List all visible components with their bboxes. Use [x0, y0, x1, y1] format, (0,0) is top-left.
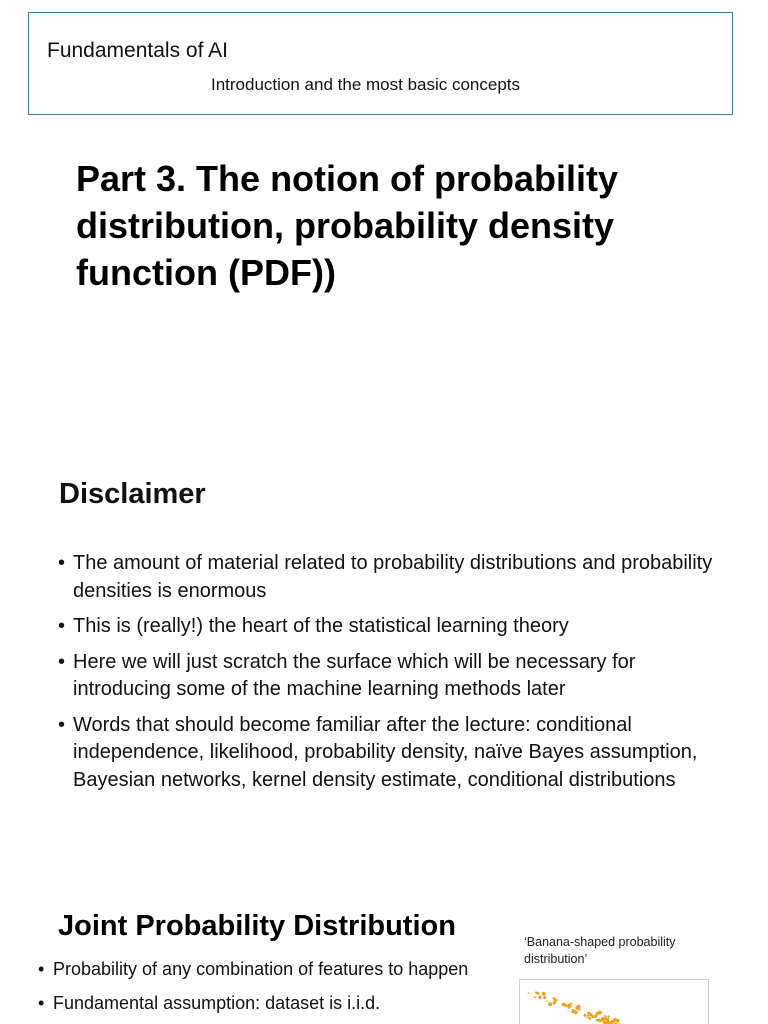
disclaimer-bullet [58, 712, 718, 795]
scatter-point [534, 996, 536, 998]
scatter-point [553, 1001, 556, 1004]
scatter-point [587, 1016, 589, 1018]
scatter-point [543, 996, 546, 999]
bullet-marker: • [58, 615, 66, 637]
scatter-point [588, 1017, 591, 1020]
scatter-point [562, 1003, 566, 1007]
disclaimer-bullet [58, 649, 718, 704]
scatter-point [536, 992, 539, 995]
part-heading-bold: probability distribution, probability density function (PDF)) [76, 158, 619, 293]
figure-caption: ‘Banana-shaped probability distribution’ [524, 935, 676, 966]
scatter-point [546, 1000, 548, 1002]
bullet-marker: • [38, 993, 45, 1013]
scatter-point [596, 1012, 598, 1014]
scatter-point [589, 1013, 592, 1016]
banana-scatter-plot [519, 979, 709, 1024]
scatter-point [584, 1014, 587, 1017]
disclaimer-bullet [58, 613, 718, 641]
scatter-point [599, 1019, 602, 1022]
scatter-point [611, 1020, 615, 1024]
scatter-point [604, 1019, 606, 1021]
disclaimer-heading: Disclaimer [59, 478, 206, 510]
scatter-point [538, 996, 541, 999]
part-heading [76, 155, 716, 296]
scatter-point [542, 992, 546, 996]
bullet-marker: • [58, 650, 66, 673]
scatter-point [553, 997, 556, 1000]
joint-bullet-text: Probability of any combination of features to happen [53, 959, 469, 979]
scatter-canvas [520, 980, 709, 1024]
disclaimer-bullet [58, 550, 718, 605]
course-subtitle: Introduction and the most basic concepts [211, 75, 521, 94]
disclaimer-bullet-text: This is (really!) the heart of the statistical learning theory [73, 615, 569, 637]
joint-bullet [38, 991, 478, 1015]
title-box [28, 12, 733, 115]
disclaimer-bullet-text: The amount of material related to probability distributions and probability densities is enormous [73, 552, 713, 602]
joint-bullet [38, 957, 478, 981]
bullet-marker: • [58, 552, 66, 574]
disclaimer-bullet-text: Words that should become familiar after the lecture: conditional independence, likelihood, probability density, naïve Bayes assumption, Bayesian networks, kernel density estimate, conditional distributions [73, 713, 698, 791]
scatter-point [604, 1015, 606, 1017]
bullet-marker: • [58, 713, 66, 736]
scatter-point [616, 1019, 620, 1023]
scatter-point [567, 1007, 569, 1009]
joint-bullet-text: Fundamental assumption: dataset is i.i.d. [53, 993, 381, 1013]
joint-bullet-list [38, 957, 478, 1024]
disclaimer-bullet-text: Here we will just scratch the surface which will be necessary for introducing some of the machine learning methods later [73, 650, 636, 700]
part-heading-prefix: Part 3. The notion of [76, 158, 434, 199]
scatter-point [571, 1003, 573, 1005]
scatter-point [607, 1015, 609, 1017]
scatter-point [578, 1008, 581, 1011]
bullet-marker: • [38, 959, 45, 979]
scatter-point [549, 1002, 551, 1004]
joint-heading: Joint Probability Distribution [58, 910, 456, 942]
scatter-point [574, 1010, 578, 1014]
scatter-point [606, 1018, 609, 1021]
course-title: Fundamentals of AI [47, 39, 228, 62]
disclaimer-bullet-list [58, 550, 718, 802]
scatter-point [528, 992, 530, 994]
